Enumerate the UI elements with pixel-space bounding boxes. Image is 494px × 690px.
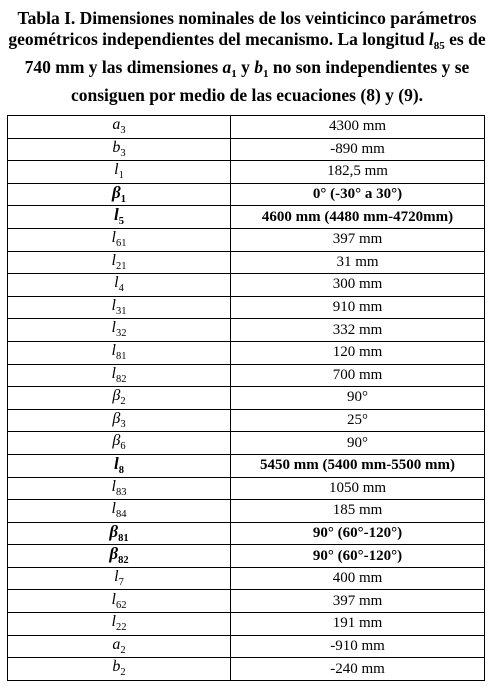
- parameter-value: 332 mm: [231, 319, 485, 342]
- table-row: [8, 432, 485, 455]
- table-row: [8, 116, 485, 139]
- parameter-subscript: 6: [120, 441, 126, 453]
- caption-a1-base: a: [222, 57, 232, 77]
- parameter-subscript: 82: [115, 373, 127, 385]
- parameter-value: 25°: [231, 409, 485, 432]
- parameter-symbol: l: [114, 274, 119, 292]
- parameter-subscript: 32: [115, 328, 127, 340]
- parameter-symbol: l: [114, 205, 119, 225]
- parameter-symbol-cell: [8, 228, 231, 251]
- parameter-symbol-cell: [8, 183, 231, 206]
- parameter-symbol: b: [112, 658, 121, 676]
- parameter-symbol: l: [111, 341, 116, 359]
- parameter-value: -910 mm: [231, 635, 485, 658]
- parameter-subscript: 31: [115, 305, 127, 317]
- parameter-value: 4300 mm: [231, 116, 485, 139]
- table-row: [8, 454, 485, 477]
- caption-symbol-b1: [254, 57, 269, 80]
- parameter-subscript: 81: [115, 350, 127, 362]
- parameter-symbol-cell: [8, 364, 231, 387]
- parameter-symbol: β: [109, 544, 119, 564]
- parameter-symbol-cell: [8, 319, 231, 342]
- caption-text-2: es de 740 mm y las dimensiones: [24, 29, 486, 77]
- parameter-subscript: 22: [115, 622, 127, 634]
- parameter-subscript: 7: [118, 576, 124, 588]
- parameter-symbol: β: [112, 432, 121, 450]
- table-caption: [4, 8, 490, 106]
- parameter-subscript: 4: [118, 283, 124, 295]
- parameter-value: 90°: [231, 387, 485, 410]
- parameter-symbol-cell: [8, 409, 231, 432]
- parameter-symbol: β: [112, 387, 121, 405]
- table-row: [8, 319, 485, 342]
- table-row: [8, 364, 485, 387]
- parameter-symbol-cell: [8, 274, 231, 297]
- caption-l85-base: l: [428, 29, 434, 49]
- parameter-value: 120 mm: [231, 341, 485, 364]
- parameter-symbol: l: [114, 454, 119, 473]
- parameter-symbol: l: [111, 590, 116, 608]
- table-row: [8, 409, 485, 432]
- table-row: [8, 477, 485, 500]
- parameter-symbol-cell: [8, 477, 231, 500]
- table-row: [8, 658, 485, 681]
- parameter-subscript: 62: [115, 599, 127, 611]
- parameter-symbol-cell: [8, 432, 231, 455]
- caption-a1-subscript: 1: [231, 68, 237, 80]
- parameter-value: 397 mm: [231, 228, 485, 251]
- parameter-symbol-cell: [8, 635, 231, 658]
- parameter-symbol: β: [109, 522, 119, 541]
- table-row: [8, 387, 485, 410]
- parameter-symbol: l: [111, 229, 116, 247]
- parameter-symbol: β: [112, 183, 121, 202]
- parameter-value: 400 mm: [231, 567, 485, 590]
- parameter-symbol: a: [112, 635, 121, 653]
- table-row: [8, 590, 485, 613]
- parameter-subscript: 3: [120, 125, 126, 137]
- parameter-symbol: a: [112, 116, 121, 134]
- parameter-symbol-cell: [8, 658, 231, 681]
- parameter-subscript: 1: [118, 170, 124, 182]
- parameters-table-body: [8, 116, 485, 681]
- caption-b1-subscript: 1: [263, 68, 269, 80]
- parameter-symbol-cell: [8, 567, 231, 590]
- caption-text-1: Tabla I. Dimensiones nominales de los veinticinco parámetros geométricos independientes del mecanismo. La longitud: [8, 8, 477, 49]
- parameter-value: 90° (60°-120°): [231, 522, 485, 545]
- parameter-symbol: b: [112, 138, 121, 156]
- parameter-subscript: 2: [120, 396, 126, 408]
- table-row: [8, 635, 485, 658]
- table-row: [8, 251, 485, 274]
- parameter-symbol-cell: [8, 590, 231, 613]
- parameter-symbol: l: [111, 613, 116, 631]
- parameter-subscript: 5: [118, 216, 124, 228]
- parameter-symbol: l: [111, 251, 116, 269]
- parameter-value: -240 mm: [231, 658, 485, 681]
- parameter-value: 182,5 mm: [231, 161, 485, 184]
- parameter-symbol-cell: [8, 296, 231, 319]
- parameter-subscript: 1: [120, 193, 126, 205]
- parameter-subscript: 2: [120, 667, 126, 679]
- table-row: [8, 341, 485, 364]
- parameter-symbol-cell: [8, 522, 231, 545]
- caption-symbol-a1: [222, 57, 237, 80]
- parameter-symbol: β: [112, 409, 121, 427]
- caption-symbol-l85: [428, 29, 445, 52]
- parameter-symbol-cell: [8, 116, 231, 139]
- parameter-value: 700 mm: [231, 364, 485, 387]
- table-row: [8, 296, 485, 319]
- parameter-subscript: 84: [115, 509, 127, 521]
- parameter-symbol: l: [114, 161, 119, 179]
- parameter-value: 1050 mm: [231, 477, 485, 500]
- parameter-value: 910 mm: [231, 296, 485, 319]
- parameter-symbol-cell: [8, 161, 231, 184]
- table-row: [8, 522, 485, 545]
- parameter-symbol-cell: [8, 613, 231, 636]
- table-row: [8, 613, 485, 636]
- parameter-value: 4600 mm (4480 mm-4720mm): [231, 206, 485, 229]
- parameter-symbol: l: [111, 477, 116, 495]
- parameter-value: 191 mm: [231, 613, 485, 636]
- parameter-value: 90° (60°-120°): [231, 545, 485, 568]
- parameter-symbol-cell: [8, 341, 231, 364]
- caption-b1-base: b: [254, 57, 264, 77]
- caption-text-y: y: [236, 57, 255, 77]
- parameter-value: 397 mm: [231, 590, 485, 613]
- parameter-subscript: 81: [118, 532, 129, 544]
- parameter-subscript: 21: [115, 260, 127, 272]
- table-row: [8, 161, 485, 184]
- table-row: [8, 545, 485, 568]
- table-row: [8, 183, 485, 206]
- parameter-subscript: 61: [115, 238, 127, 250]
- parameter-subscript: 2: [120, 644, 126, 656]
- table-row: [8, 500, 485, 523]
- parameter-symbol-cell: [8, 545, 231, 568]
- parameter-subscript: 8: [118, 464, 124, 476]
- parameter-symbol-cell: [8, 500, 231, 523]
- table-row: [8, 274, 485, 297]
- parameter-symbol-cell: [8, 206, 231, 229]
- parameter-subscript: 82: [118, 555, 129, 567]
- parameters-table: [7, 115, 485, 681]
- parameter-value: -890 mm: [231, 138, 485, 161]
- parameter-symbol: l: [111, 364, 116, 382]
- parameter-symbol: l: [111, 296, 116, 314]
- parameter-symbol-cell: [8, 251, 231, 274]
- table-row: [8, 228, 485, 251]
- parameter-subscript: 83: [115, 486, 127, 498]
- parameter-value: 5450 mm (5400 mm-5500 mm): [231, 454, 485, 477]
- parameter-subscript: 3: [120, 418, 126, 430]
- parameter-symbol-cell: [8, 454, 231, 477]
- parameter-symbol-cell: [8, 138, 231, 161]
- parameter-symbol: l: [111, 319, 116, 337]
- caption-l85-subscript: 85: [433, 40, 445, 52]
- table-row: [8, 138, 485, 161]
- parameter-symbol: l: [111, 500, 116, 518]
- parameter-value: 185 mm: [231, 500, 485, 523]
- parameter-symbol: l: [114, 567, 119, 585]
- parameter-value: 300 mm: [231, 274, 485, 297]
- table-row: [8, 567, 485, 590]
- parameter-value: 31 mm: [231, 251, 485, 274]
- parameter-symbol-cell: [8, 387, 231, 410]
- parameter-value: 0° (-30° a 30°): [231, 183, 485, 206]
- table-row: [8, 206, 485, 229]
- parameter-subscript: 3: [120, 147, 126, 159]
- parameter-value: 90°: [231, 432, 485, 455]
- caption-text-3: no son independientes y se consiguen por medio de las ecuaciones (8) y (9).: [70, 57, 470, 105]
